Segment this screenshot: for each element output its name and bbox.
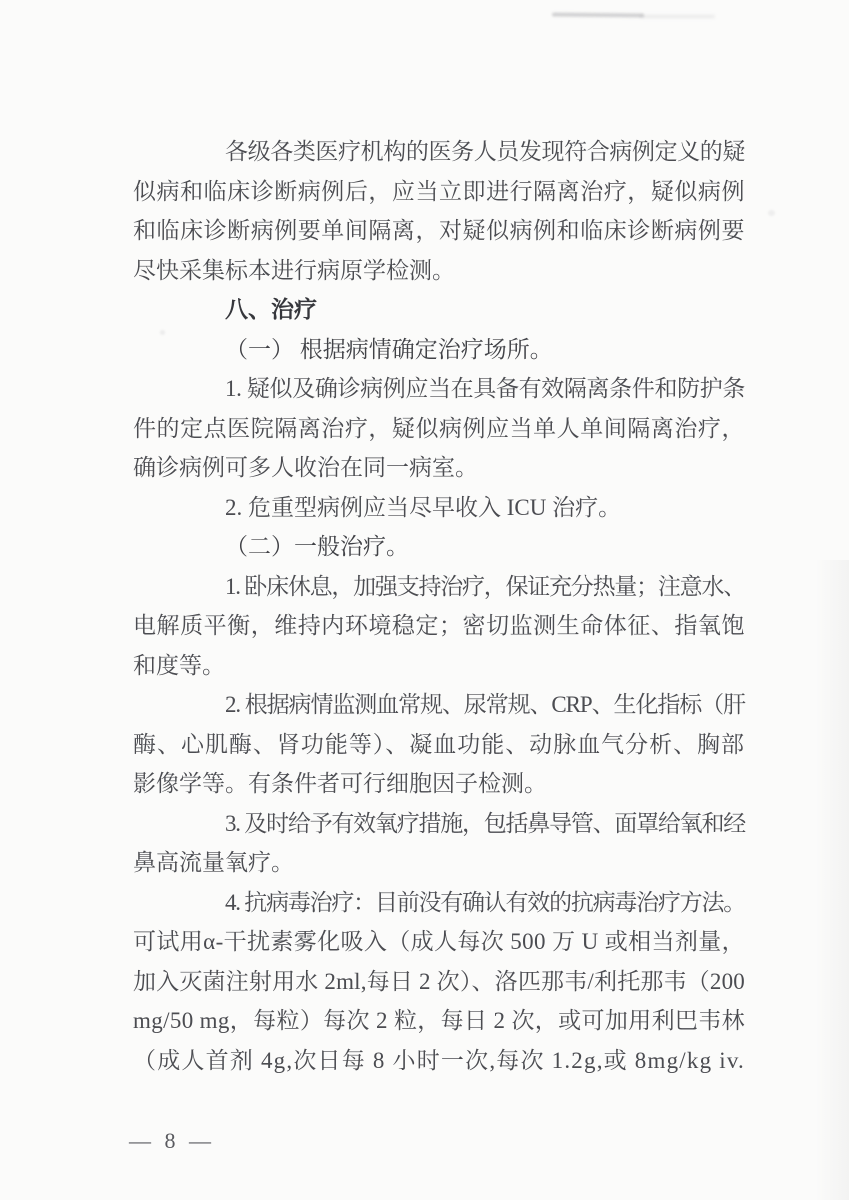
- text-line: [133, 211, 745, 251]
- text-line-content: 2. 根据病情监测血常规、尿常规、CRP、生化指标（肝: [225, 692, 745, 717]
- text-line-content: 件的定点医院隔离治疗，疑似病例应当单人单间隔离治疗，: [133, 415, 745, 441]
- text-line-content: （成人首剂 4g,次日每 8 小时一次,每次 1.2g,或 8mg/kg iv.: [133, 1047, 746, 1073]
- text-line: [133, 764, 745, 804]
- text-line: [133, 290, 745, 330]
- text-line-content: 加入灭菌注射用水 2ml,每日 2 次）、洛匹那韦/利托那韦（200: [133, 968, 745, 994]
- text-line: [133, 172, 745, 212]
- text-line-content: 酶、心肌酶、肾功能等）、凝血功能、动脉血气分析、胸部: [133, 731, 746, 757]
- text-line-content: 1. 卧床休息，加强支持治疗，保证充分热量；注意水、: [225, 573, 745, 599]
- text-line-content: 3. 及时给予有效氧疗措施，包括鼻导管、面罩给氧和经: [225, 810, 745, 836]
- document-body: [133, 132, 745, 1080]
- text-line: [133, 685, 745, 725]
- text-line: [133, 922, 745, 962]
- paragraph: [133, 883, 745, 1081]
- paragraph: [133, 488, 745, 528]
- text-line-content: 确诊病例可多人收治在同一病室。: [133, 455, 478, 480]
- paragraph: [133, 369, 745, 488]
- text-line: [133, 132, 745, 172]
- text-line: [133, 330, 745, 370]
- text-line-content: 可试用α-干扰素雾化吸入（成人每次 500 万 U 或相当剂量，: [133, 929, 745, 954]
- text-line: [133, 646, 745, 686]
- page-number: — 8 —: [129, 1128, 215, 1153]
- text-line-content: （一） 根据病情确定治疗场所。: [225, 336, 553, 362]
- paragraph: [133, 804, 745, 883]
- text-line: [133, 606, 745, 646]
- paragraph: [133, 132, 745, 290]
- text-line-content: mg/50 mg，每粒）每次 2 粒，每日 2 次，或可加用利巴韦林: [133, 1008, 745, 1033]
- section-subheading: [133, 330, 745, 370]
- text-line-content: 2. 危重型病例应当尽早收入 ICU 治疗。: [225, 494, 622, 520]
- text-line-content: 电解质平衡，维持内环境稳定；密切监测生命体征、指氧饱: [133, 613, 745, 638]
- text-line: [133, 962, 745, 1002]
- text-line-content: 1. 疑似及确诊病例应当在具备有效隔离条件和防护条: [225, 376, 746, 401]
- text-line: [133, 448, 745, 488]
- scan-artifact-smudge: [552, 13, 644, 18]
- scan-artifact-smudge: [640, 15, 715, 18]
- text-line-content: 各级各类医疗机构的医务人员发现符合病例定义的疑: [225, 139, 746, 164]
- text-line-content: 影像学等。有条件者可行细胞因子检测。: [133, 771, 547, 796]
- text-line: [133, 804, 745, 844]
- text-line: [133, 725, 745, 765]
- text-line-content: 和临床诊断病例要单间隔离，对疑似病例和临床诊断病例要: [133, 218, 745, 243]
- text-line: [133, 567, 745, 607]
- text-line-content: 4. 抗病毒治疗：目前没有确认有效的抗病毒治疗方法。: [225, 889, 745, 915]
- section-subheading: [133, 527, 745, 567]
- scan-edge-shading: [815, 560, 849, 1200]
- text-line: [133, 251, 745, 291]
- text-line: [133, 527, 745, 567]
- text-line-content: 和度等。: [133, 652, 225, 678]
- text-line-content: 似病和临床诊断病例后，应当立即进行隔离治疗，疑似病例: [133, 178, 745, 204]
- text-line: [133, 883, 745, 923]
- text-line-content: （二）一般治疗。: [225, 534, 409, 559]
- text-line: [133, 369, 745, 409]
- text-line-content: 八、治疗: [225, 296, 317, 322]
- text-line: [133, 843, 745, 883]
- text-line: [133, 1041, 745, 1081]
- paragraph: [133, 567, 745, 686]
- text-line-content: 鼻高流量氧疗。: [133, 850, 294, 875]
- text-line: [133, 409, 745, 449]
- scan-artifact-speck: [768, 210, 775, 216]
- section-heading: [133, 290, 745, 330]
- paragraph: [133, 685, 745, 804]
- text-line-content: 尽快采集标本进行病原学检测。: [133, 257, 455, 283]
- text-line: [133, 488, 745, 528]
- text-line: [133, 1001, 745, 1041]
